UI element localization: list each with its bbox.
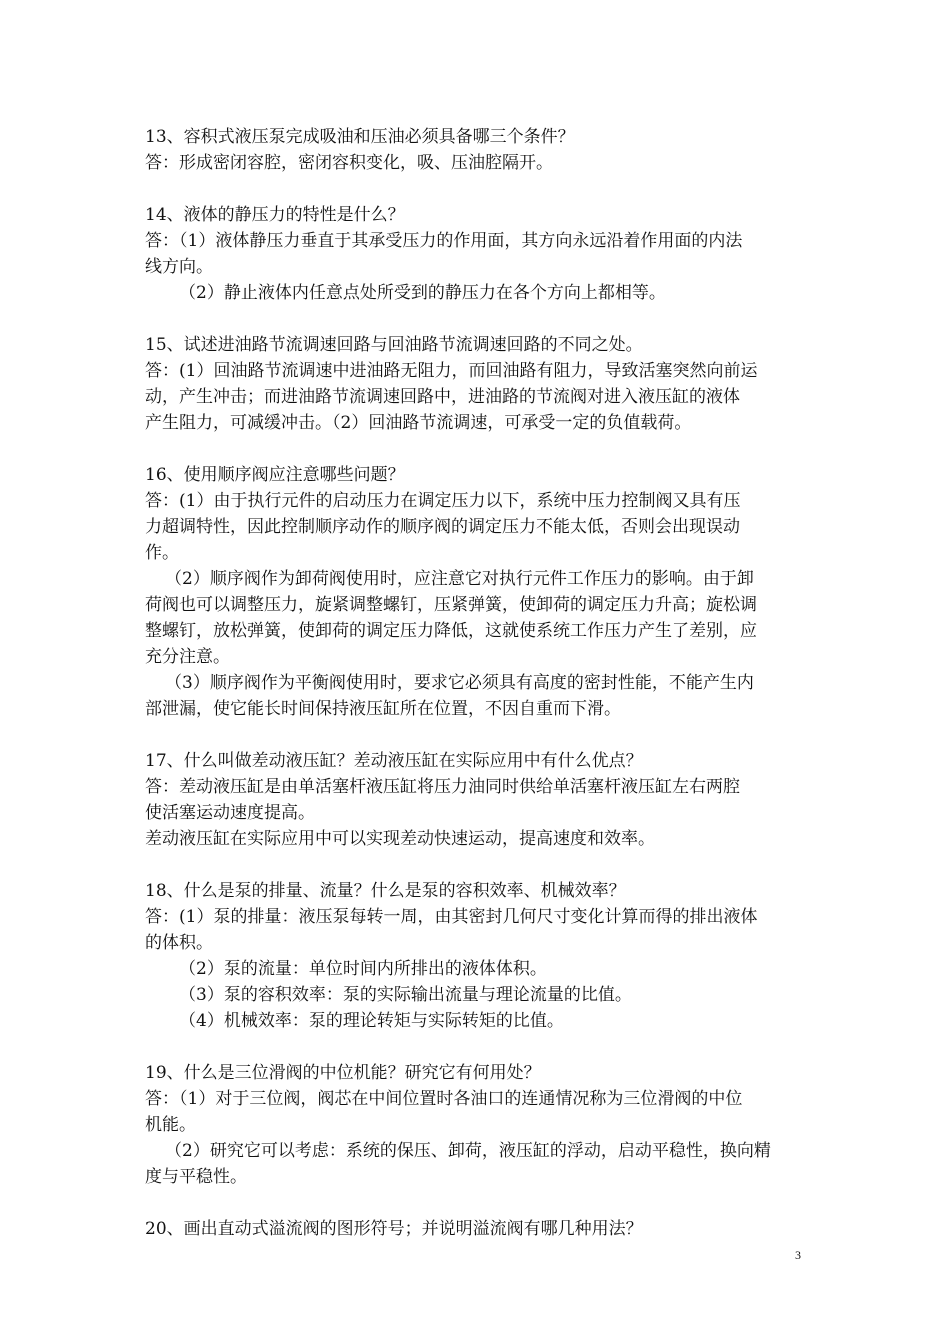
text-line: 19、什么是三位滑阀的中位机能？研究它有何用处？ xyxy=(145,1063,541,1083)
text-line: 充分注意。 xyxy=(145,647,230,667)
text-line: 产生阻力，可减缓冲击。（2）回油路节流调速，可承受一定的负值载荷。 xyxy=(145,413,692,433)
text-line: 18、什么是泵的排量、流量？什么是泵的容积效率、机械效率？ xyxy=(145,881,626,901)
text-line: 答：差动液压缸是由单活塞杆液压缸将压力油同时供给单活塞杆液压缸左右两腔 xyxy=(145,777,740,797)
text-line: 答：（1）对于三位阀，阀芯在中间位置时各油口的连通情况称为三位滑阀的中位 xyxy=(145,1089,743,1109)
text-line: 作。 xyxy=(145,543,179,563)
text-line: （2）顺序阀作为卸荷阀使用时，应注意它对执行元件工作压力的影响。由于卸 xyxy=(165,569,754,589)
text-line: 的体积。 xyxy=(145,933,213,953)
text-line: 部泄漏，使它能长时间保持液压缸所在位置，不因自重而下滑。 xyxy=(145,699,621,719)
text-line: 力超调特性，因此控制顺序动作的顺序阀的调定压力不能太低，否则会出现误动 xyxy=(145,517,740,537)
text-line: 答：（1）液体静压力垂直于其承受压力的作用面，其方向永远沿着作用面的内法 xyxy=(145,231,743,251)
text-line: 14、液体的静压力的特性是什么？ xyxy=(145,205,405,225)
text-line: 13、容积式液压泵完成吸油和压油必须具备哪三个条件？ xyxy=(145,127,575,147)
paragraph-gap xyxy=(145,1190,815,1216)
document-body xyxy=(145,124,815,1242)
text-line: 线方向。 xyxy=(145,257,213,277)
text-line: 答：(1）泵的排量：液压泵每转一周，由其密封几何尺寸变化计算而得的排出液体 xyxy=(145,907,758,927)
text-line: 20、画出直动式溢流阀的图形符号；并说明溢流阀有哪几种用法？ xyxy=(145,1219,643,1239)
paragraph-gap xyxy=(145,722,815,748)
text-line: （2）泵的流量：单位时间内所排出的液体体积。 xyxy=(179,959,547,979)
text-line: 动，产生冲击；而进油路节流调速回路中，进油路的节流阀对进入液压缸的液体 xyxy=(145,387,740,407)
text-line: 荷阀也可以调整压力，旋紧调整螺钉，压紧弹簧，使卸荷的调定压力升高；旋松调 xyxy=(145,595,757,615)
text-line: （2）静止液体内任意点处所受到的静压力在各个方向上都相等。 xyxy=(179,283,666,303)
text-line: （2）研究它可以考虑：系统的保压、卸荷，液压缸的浮动，启动平稳性，换向精 xyxy=(165,1141,771,1161)
text-line: 答：(1）由于执行元件的启动压力在调定压力以下，系统中压力控制阀又具有压 xyxy=(145,491,741,511)
text-line: 整螺钉，放松弹簧，使卸荷的调定压力降低，这就使系统工作压力产生了差别，应 xyxy=(145,621,757,641)
text-line: 答：(1）回油路节流调速中进油路无阻力，而回油路有阻力，导致活塞突然向前运 xyxy=(145,361,758,381)
text-line: 差动液压缸在实际应用中可以实现差动快速运动，提高速度和效率。 xyxy=(145,829,655,849)
page-number: 3 xyxy=(795,1248,801,1262)
paragraph-gap xyxy=(145,176,815,202)
text-line: （3）泵的容积效率：泵的实际输出流量与理论流量的比值。 xyxy=(179,985,632,1005)
text-line: 使活塞运动速度提高。 xyxy=(145,803,315,823)
text-line: （4）机械效率：泵的理论转矩与实际转矩的比值。 xyxy=(179,1011,564,1031)
text-line: 度与平稳性。 xyxy=(145,1167,247,1187)
text-line: 17、什么叫做差动液压缸？差动液压缸在实际应用中有什么优点？ xyxy=(145,751,643,771)
text-line: （3）顺序阀作为平衡阀使用时，要求它必须具有高度的密封性能，不能产生内 xyxy=(165,673,754,693)
paragraph-gap xyxy=(145,852,815,878)
paragraph-gap xyxy=(145,1034,815,1060)
text-line: 机能。 xyxy=(145,1115,196,1135)
text-line: 16、使用顺序阀应注意哪些问题？ xyxy=(145,465,405,485)
text-line: 答：形成密闭容腔，密闭容积变化，吸、压油腔隔开。 xyxy=(145,153,553,173)
paragraph-gap xyxy=(145,436,815,462)
text-line: 15、试述进油路节流调速回路与回油路节流调速回路的不同之处。 xyxy=(145,335,643,355)
paragraph-gap xyxy=(145,306,815,332)
